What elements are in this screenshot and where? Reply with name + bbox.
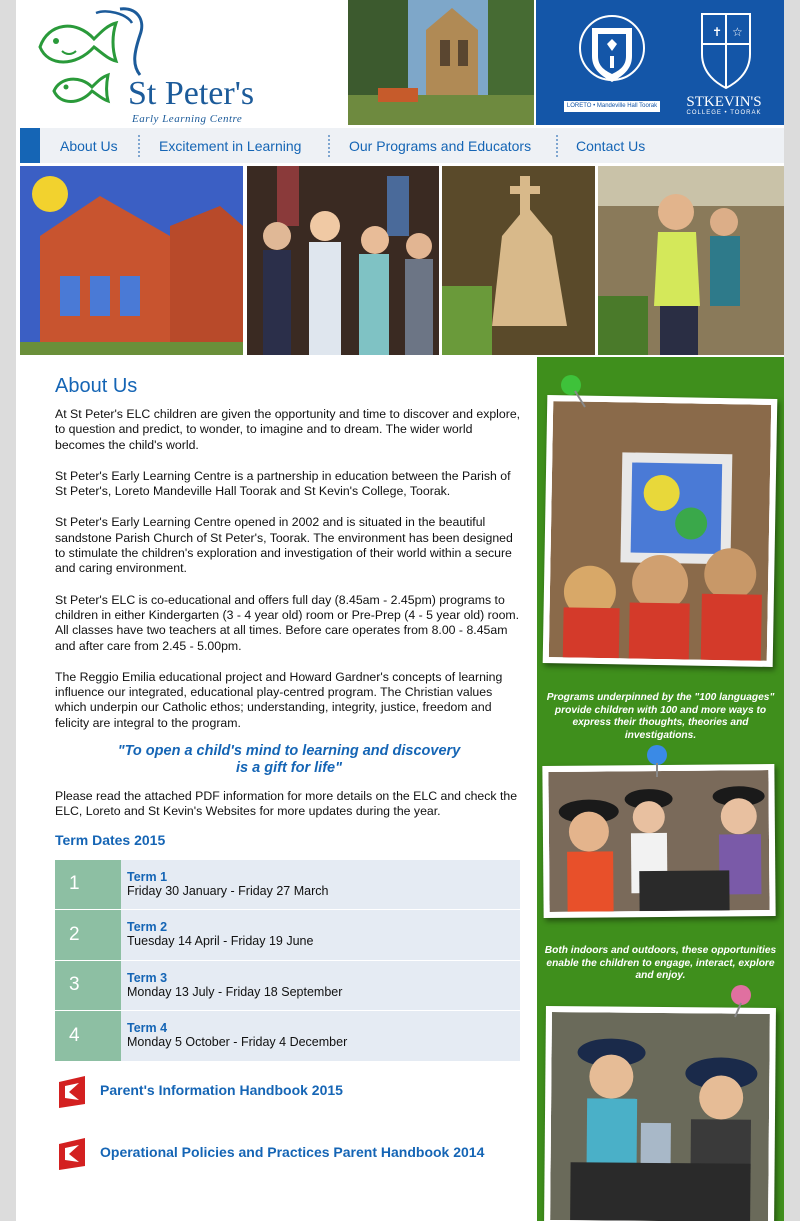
st-kevins-subtitle: COLLEGE • TOORAK: [686, 110, 762, 116]
term-name: Term 1: [127, 869, 168, 884]
page: [16, 0, 784, 1221]
term-dates: Monday 5 October - Friday 4 December: [127, 1035, 348, 1050]
banner-photo-clay-sculpture: [442, 166, 595, 355]
term-name: Term 4: [127, 1021, 168, 1036]
term-info: [121, 860, 520, 910]
pdf-note-paragraph: Please read the attached PDF information for more details on the ELC and check the ELC, Loreto and St Kevin's Websites for more updates during the year.: [55, 789, 518, 819]
pdf-icon: [55, 1136, 91, 1172]
clay-church-icon: [442, 166, 595, 355]
term-name: Term 3: [127, 970, 168, 985]
philosophy-paragraph: The Reggio Emilia educational project and Howard Gardner's concepts of learning influence our integrated, educational play-centred program. The Christian values which underpin our Catholic ethos; understanding, integrity, justice, freedom and felicity are integral to the program.: [55, 669, 503, 730]
st-kevins-name: STKEVIN'S: [686, 94, 762, 110]
outdoor-play-photo-icon: [548, 770, 769, 912]
nav-separator: [556, 135, 558, 157]
table-row: [55, 1011, 520, 1061]
nav-item-excitement-in-learning[interactable]: Excitement in Learning: [159, 138, 302, 154]
logo-name: St Peter's: [128, 75, 255, 112]
banner-photo-children-climbing: [598, 166, 784, 355]
photo-sidebar: [537, 357, 784, 1221]
programs-paragraph: St Peter's ELC is co-educational and offers full day (8.45am - 2.45pm) programs to children in either Kindergarten (3 - 4 year old) room or Pre-Prep (4 - 5 year old) room. All classes have two teachers at all times. Before care operates from 8.00 - 8.45am and after care from 2.45 - 5.00pm.: [55, 592, 520, 653]
church-painting-icon: [20, 166, 243, 355]
loreto-caption: LORETO • Mandeville Hall Toorak: [564, 101, 660, 112]
motto-line-1: "To open a child's mind to learning and discovery: [117, 743, 461, 760]
term-number: 1: [55, 860, 121, 910]
parents-handbook-label[interactable]: Parent's Information Handbook 2015: [100, 1081, 343, 1098]
term-name: Term 2: [127, 920, 168, 935]
water-play-photo-icon: [550, 1012, 770, 1221]
nav-item-about-us[interactable]: About Us: [60, 138, 118, 154]
pink-pushpin-icon: [727, 983, 757, 1019]
table-row: [55, 860, 520, 910]
sidebar-caption-indoors-outdoors: Both indoors and outdoors, these opportunities enable the children to engage, interact, explore and enjoy.: [544, 945, 777, 981]
banner-photos: [20, 166, 784, 355]
nav-item-contact-us[interactable]: Contact Us: [576, 138, 646, 154]
term-dates: Tuesday 14 April - Friday 19 June: [127, 934, 314, 949]
term-dates: Friday 30 January - Friday 27 March: [127, 883, 329, 898]
term-dates: Monday 13 July - Friday 18 September: [127, 984, 343, 999]
nav-separator: [138, 135, 140, 157]
sidebar-photo-outdoor-play: [542, 764, 775, 918]
partnership-paragraph: St Peter's Early Learning Centre is a partnership in education between the Parish of St Peter's, Loreto Mandeville Hall Toorak and St Kevin's College, Toorak.: [55, 468, 511, 499]
history-paragraph: St Peter's Early Learning Centre opened in 2002 and is situated in the beautiful sandstone Parish Church of St Peter's, Toorak. The environment has been designed to stimulate the children's exploration and investigation of their world within a secure and caring environment.: [55, 515, 513, 576]
term-dates-table: [55, 859, 520, 1062]
banner-photo-painting: [20, 166, 243, 355]
nav-separator: [328, 135, 330, 157]
term-number: 4: [55, 1011, 121, 1061]
sidebar-photo-water-play: [544, 1006, 776, 1221]
term-info: [121, 1011, 520, 1061]
green-pushpin-icon: [559, 373, 589, 409]
table-row: [55, 961, 520, 1011]
banner-photo-children-church: [247, 166, 439, 355]
climbing-children-icon: [598, 166, 784, 355]
sidebar-caption-100-languages: Programs underpinned by the "100 languages" provide children with 100 and more ways to express their thoughts, theories and investigations.: [546, 692, 775, 741]
children-painting-photo-icon: [549, 401, 771, 661]
sidebar-photo-painting-children: [543, 395, 778, 667]
policies-handbook-link[interactable]: [55, 1136, 523, 1176]
term-info: [121, 961, 520, 1011]
children-photo-icon: [247, 166, 439, 355]
table-row: [55, 910, 520, 960]
logo-subtitle: Early Learning Centre: [132, 113, 243, 125]
church-photo: [348, 0, 534, 125]
nav-item-programs-and-educators[interactable]: Our Programs and Educators: [349, 138, 532, 154]
svg-text:☆: ☆: [732, 25, 743, 39]
term-number: 2: [55, 910, 121, 960]
term-number: 3: [55, 961, 121, 1011]
partner-crests: [536, 0, 784, 125]
policies-handbook-label[interactable]: Operational Policies and Practices Parent Handbook 2014: [100, 1143, 485, 1160]
term-dates-title: Term Dates 2015: [55, 831, 166, 848]
site-logo[interactable]: [36, 5, 276, 123]
church-image-icon: [348, 0, 534, 125]
blue-pushpin-icon: [645, 743, 675, 779]
motto-line-2: is a gift for life": [236, 759, 342, 776]
nav-accent-bar: [20, 128, 40, 163]
main-nav: [20, 128, 784, 163]
parents-handbook-link[interactable]: [55, 1074, 523, 1114]
intro-paragraph: At St Peter's ELC children are given the opportunity and time to discover and explore, to question and predict, to wonder, to imagine and to dream. The wider world becomes the child's world.: [55, 407, 521, 452]
svg-text:✝: ✝: [712, 25, 723, 39]
term-info: [121, 910, 520, 960]
header: [16, 0, 784, 125]
pdf-icon: [55, 1074, 91, 1110]
motto-quote: [55, 743, 523, 776]
page-title: About Us: [55, 375, 138, 397]
main-content: [55, 375, 523, 1176]
